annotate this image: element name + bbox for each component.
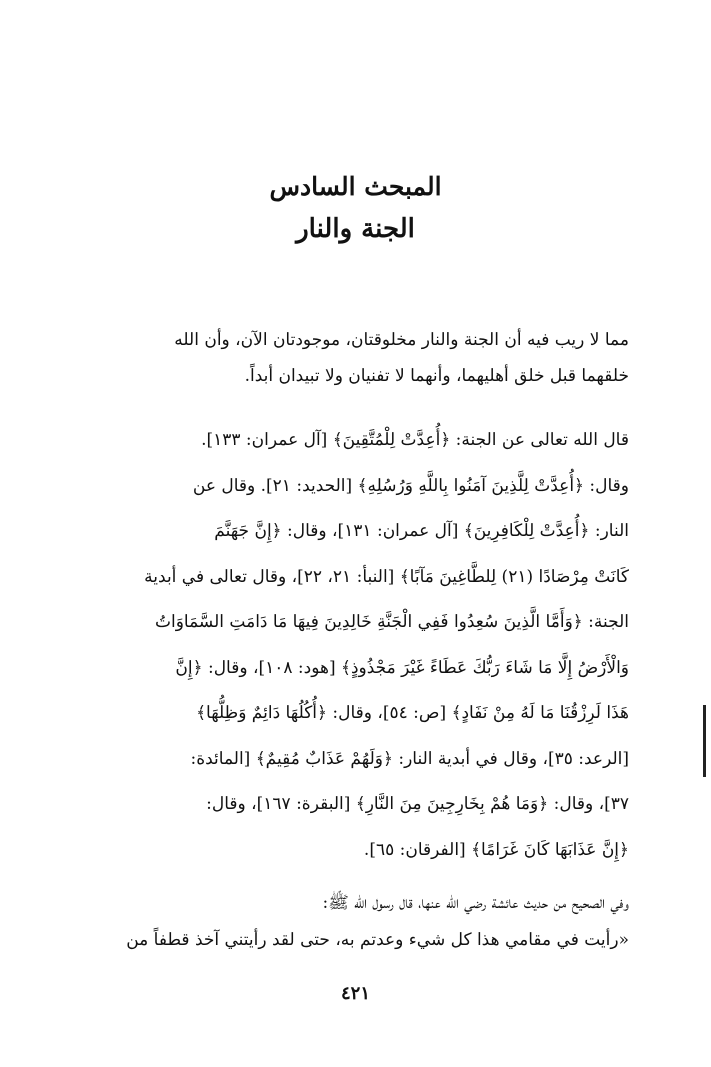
verses-line: هَذَا لَرِزْقُنَا مَا لَهُ مِنْ نَفَادٍ﴾ [ص: ٥٤]، وقال: ﴿أُكُلُهَا دَائِمٌ وَظِلُّهَا﴾ <box>196 703 629 723</box>
verses-line: ﴿إِنَّ عَذَابَهَا كَانَ غَرَامًا﴾ [الفرقان: ٦٥]. <box>363 839 629 860</box>
verses-line: قال الله تعالى عن الجنة: ﴿أُعِدَّتْ لِلْمُتَّقِينَ﴾ [آل عمران: ١٣٣]. <box>201 430 629 450</box>
page-edge-mark <box>703 705 706 777</box>
hadith-line: وفي الصحيح من حديث عائشة رضي الله عنها، قال رسول الله ﷺ: <box>322 893 629 913</box>
hadith-paragraph <box>86 885 629 959</box>
section-heading: المبحث السادس <box>269 172 442 201</box>
verses-line: ٣٧]، وقال: ﴿وَمَا هُمْ بِخَارِجِينَ مِنَ النَّارِ﴾ [البقرة: ١٦٧]، وقال: <box>206 794 629 814</box>
intro-line: مما لا ريب فيه أن الجنة والنار مخلوقتان، موجودتان الآن، وأن الله <box>174 330 629 350</box>
verses-line: الجنة: ﴿وَأَمَّا الَّذِينَ سُعِدُوا فَفِي الْجَنَّةِ خَالِدِينَ فِيهَا مَا دَامَتِ السَّمَاوَاتُ <box>154 612 629 632</box>
verses-paragraph <box>86 418 629 873</box>
page-number: ٤٢١ <box>340 983 370 1004</box>
intro-paragraph <box>86 322 629 394</box>
intro-line: خلقهما قبل خلق أهليهما، وأنهما لا تفنيان ولا تبيدان أبداً. <box>244 366 629 386</box>
page-title: الجنة والنار <box>296 214 415 244</box>
verses-line: كَانَتْ مِرْصَادًا (٢١) لِلطَّاغِينَ مَآبًا﴾ [النبأ: ٢١، ٢٢]، وقال تعالى في أبدية <box>144 566 629 587</box>
verses-line: وَالْأَرْضُ إِلَّا مَا شَاءَ رَبُّكَ عَطَاءً غَيْرَ مَجْذُوذٍ﴾ [هود: ١٠٨]، وقال: ﴿إِنَّ <box>175 657 629 678</box>
verses-line: وقال: ﴿أُعِدَّتْ لِلَّذِينَ آمَنُوا بِاللَّهِ وَرُسُلِهِ﴾ [الحديد: ٢١]. وقال عن <box>192 475 629 496</box>
hadith-line: «رأيت في مقامي هذا كل شيء وعدتم به، حتى لقد رأيتني آخذ قطفاً من <box>126 930 629 950</box>
verses-line: [الرعد: ٣٥]، وقال في أبدية النار: ﴿وَلَهُمْ عَذَابٌ مُقِيمٌ﴾ [المائدة: <box>190 748 629 769</box>
verses-line: النار: ﴿أُعِدَّتْ لِلْكَافِرِينَ﴾ [آل عمران: ١٣١]، وقال: ﴿إِنَّ جَهَنَّمَ <box>214 521 629 541</box>
